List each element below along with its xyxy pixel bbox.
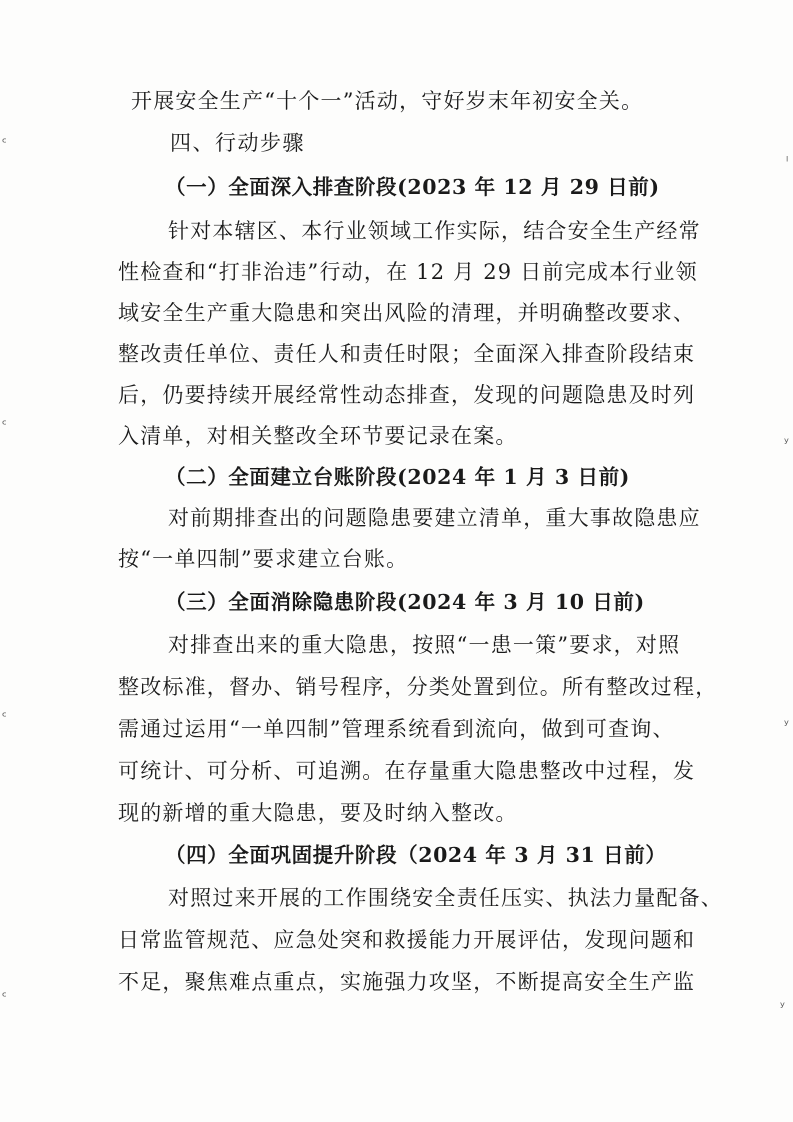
margin-binding-mark: ˡ — [786, 155, 789, 170]
body-line-stage3-1: 对排查出来的重大隐患，按照“一患一策”要求，对照 — [168, 633, 681, 657]
margin-binding-mark: ᶜ — [2, 418, 7, 433]
body-line-stage4-1: 对照过来开展的工作围绕安全责任压实、执法力量配备、 — [168, 886, 723, 910]
margin-binding-mark: ᶜ — [2, 990, 7, 1005]
margin-binding-mark: ʸ — [784, 436, 789, 451]
subheading-stage-1: （一）全面深入排查阶段(2023 年 12 月 29 日前) — [165, 175, 660, 199]
margin-binding-mark: ʸ — [780, 1000, 785, 1015]
section-heading-action-steps: 四、行动步骤 — [170, 131, 305, 155]
subheading-stage-4: （四）全面巩固提升阶段（2024 年 3 月 31 日前） — [165, 843, 667, 867]
body-line-stage1-5: 后，仍要持续开展经常性动态排查，发现的问题隐患及时列 — [118, 383, 696, 407]
margin-binding-mark: ᶜ — [2, 710, 7, 725]
subheading-stage-2: （二）全面建立台账阶段(2024 年 1 月 3 日前) — [165, 465, 630, 489]
body-line-stage3-2: 整改标准，督办、销号程序，分类处置到位。所有整改过程， — [118, 675, 718, 699]
subheading-stage-3: （三）全面消除隐患阶段(2024 年 3 月 10 日前) — [165, 590, 645, 614]
body-line-stage4-2: 日常监管规范、应急处突和救援能力开展评估，发现问题和 — [118, 928, 696, 952]
body-line-1: 开展安全生产“十个一”活动，守好岁末年初安全关。 — [131, 89, 644, 113]
margin-binding-mark: ʸ — [784, 718, 789, 733]
body-line-stage1-4: 整改责任单位、责任人和责任时限；全面深入排查阶段结束 — [118, 342, 696, 366]
margin-binding-mark: ᶜ — [2, 136, 7, 151]
body-line-stage3-4: 可统计、可分析、可追溯。在存量重大隐患整改中过程，发 — [118, 759, 696, 783]
body-line-stage1-2: 性检查和“打非治违”行动，在 12 月 29 日前完成本行业领 — [118, 260, 698, 284]
body-line-stage1-6: 入清单，对相关整改全环节要记录在案。 — [118, 424, 518, 448]
body-line-stage3-3: 需通过运用“一单四制”管理系统看到流向，做到可查询、 — [118, 717, 675, 741]
body-line-stage3-5: 现的新增的重大隐患，要及时纳入整改。 — [118, 801, 518, 825]
body-line-stage4-3: 不足，聚焦难点重点，实施强力攻坚，不断提高安全生产监 — [118, 970, 696, 994]
body-line-stage2-2: 按“一单四制”要求建立台账。 — [118, 547, 409, 571]
body-line-stage1-3: 域安全生产重大隐患和突出风险的清理，并明确整改要求、 — [118, 301, 696, 325]
body-line-stage2-1: 对前期排查出的问题隐患要建立清单，重大事故隐患应 — [168, 506, 701, 530]
body-line-stage1-1: 针对本辖区、本行业领域工作实际，结合安全生产经常 — [168, 219, 701, 243]
